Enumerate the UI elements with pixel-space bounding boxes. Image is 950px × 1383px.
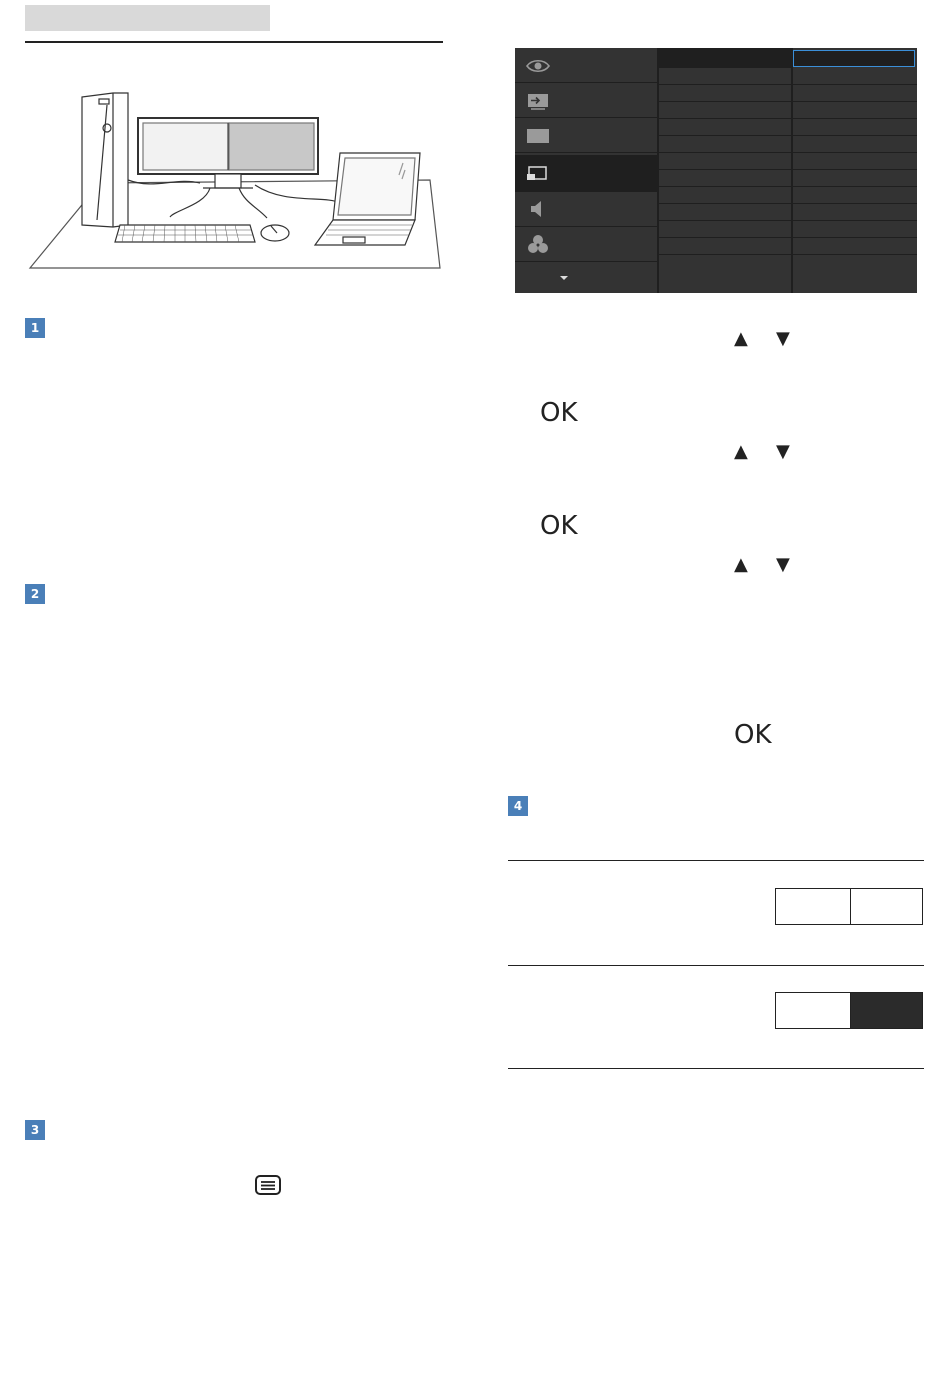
osd-mid-row[interactable] (659, 48, 791, 68)
osd-mid-row[interactable] (659, 187, 791, 204)
osd-mid-row[interactable] (659, 102, 791, 119)
header-rule (25, 41, 443, 43)
speaker-icon (525, 199, 551, 219)
up-arrow-icon: ▲ (734, 441, 748, 462)
input-icon (525, 91, 551, 111)
osd-right-row[interactable] (793, 68, 917, 85)
osd-mid-row[interactable] (659, 221, 791, 238)
table-rule (508, 965, 924, 966)
ok-button-glyph: OK (540, 398, 578, 428)
down-arrow-icon: ▼ (776, 554, 790, 575)
sub-window-cell-main (775, 992, 851, 1029)
step-2-badge: 2 (25, 584, 45, 604)
eye-icon (525, 56, 551, 76)
osd-right-row[interactable] (793, 85, 917, 102)
osd-item-pip[interactable] (515, 155, 657, 192)
sub-window-cell-main (775, 888, 851, 925)
osd-item-color[interactable] (515, 227, 657, 262)
osd-right-row[interactable] (793, 204, 917, 221)
osd-right-row[interactable] (793, 187, 917, 204)
table-rule (508, 1068, 924, 1069)
osd-item-audio[interactable] (515, 192, 657, 227)
osd-mid-row[interactable] (659, 68, 791, 85)
pip-icon (525, 163, 551, 183)
osd-right-row[interactable] (793, 238, 917, 255)
osd-item-input[interactable] (515, 85, 657, 118)
osd-mid-row[interactable] (659, 85, 791, 102)
section-header-bar (25, 5, 270, 31)
osd-right-row[interactable] (793, 153, 917, 170)
osd-right-row[interactable] (793, 221, 917, 238)
osd-mid-row[interactable] (659, 170, 791, 187)
table-rule (508, 860, 924, 861)
ok-button-glyph: OK (734, 720, 772, 750)
osd-mid-row[interactable] (659, 119, 791, 136)
setup-illustration (25, 85, 445, 275)
step-4-badge: 4 (508, 796, 528, 816)
up-arrow-icon: ▲ (734, 554, 748, 575)
menu-icon (254, 1174, 282, 1196)
osd-right-row-selected[interactable] (793, 50, 915, 67)
picture-icon (525, 126, 551, 146)
osd-item-eye[interactable] (515, 50, 657, 83)
osd-item-picture[interactable] (515, 120, 657, 153)
osd-menu (515, 48, 917, 293)
osd-mid-row[interactable] (659, 153, 791, 170)
sub-window-cell-sub (850, 888, 923, 925)
osd-mid-row[interactable] (659, 136, 791, 153)
down-arrow-icon: ▼ (776, 441, 790, 462)
step-3-badge: 3 (25, 1120, 45, 1140)
color-icon (525, 234, 551, 254)
osd-right-row[interactable] (793, 136, 917, 153)
step-1-badge: 1 (25, 318, 45, 338)
ok-button-glyph: OK (540, 511, 578, 541)
osd-mid-row[interactable] (659, 204, 791, 221)
more-icon (559, 274, 569, 282)
osd-item-more[interactable] (515, 262, 657, 293)
osd-right-row[interactable] (793, 102, 917, 119)
osd-right-row[interactable] (793, 170, 917, 187)
osd-right-row[interactable] (793, 119, 917, 136)
sub-window-cell-sub-filled (850, 992, 923, 1029)
up-arrow-icon: ▲ (734, 328, 748, 349)
down-arrow-icon: ▼ (776, 328, 790, 349)
osd-mid-row[interactable] (659, 238, 791, 255)
